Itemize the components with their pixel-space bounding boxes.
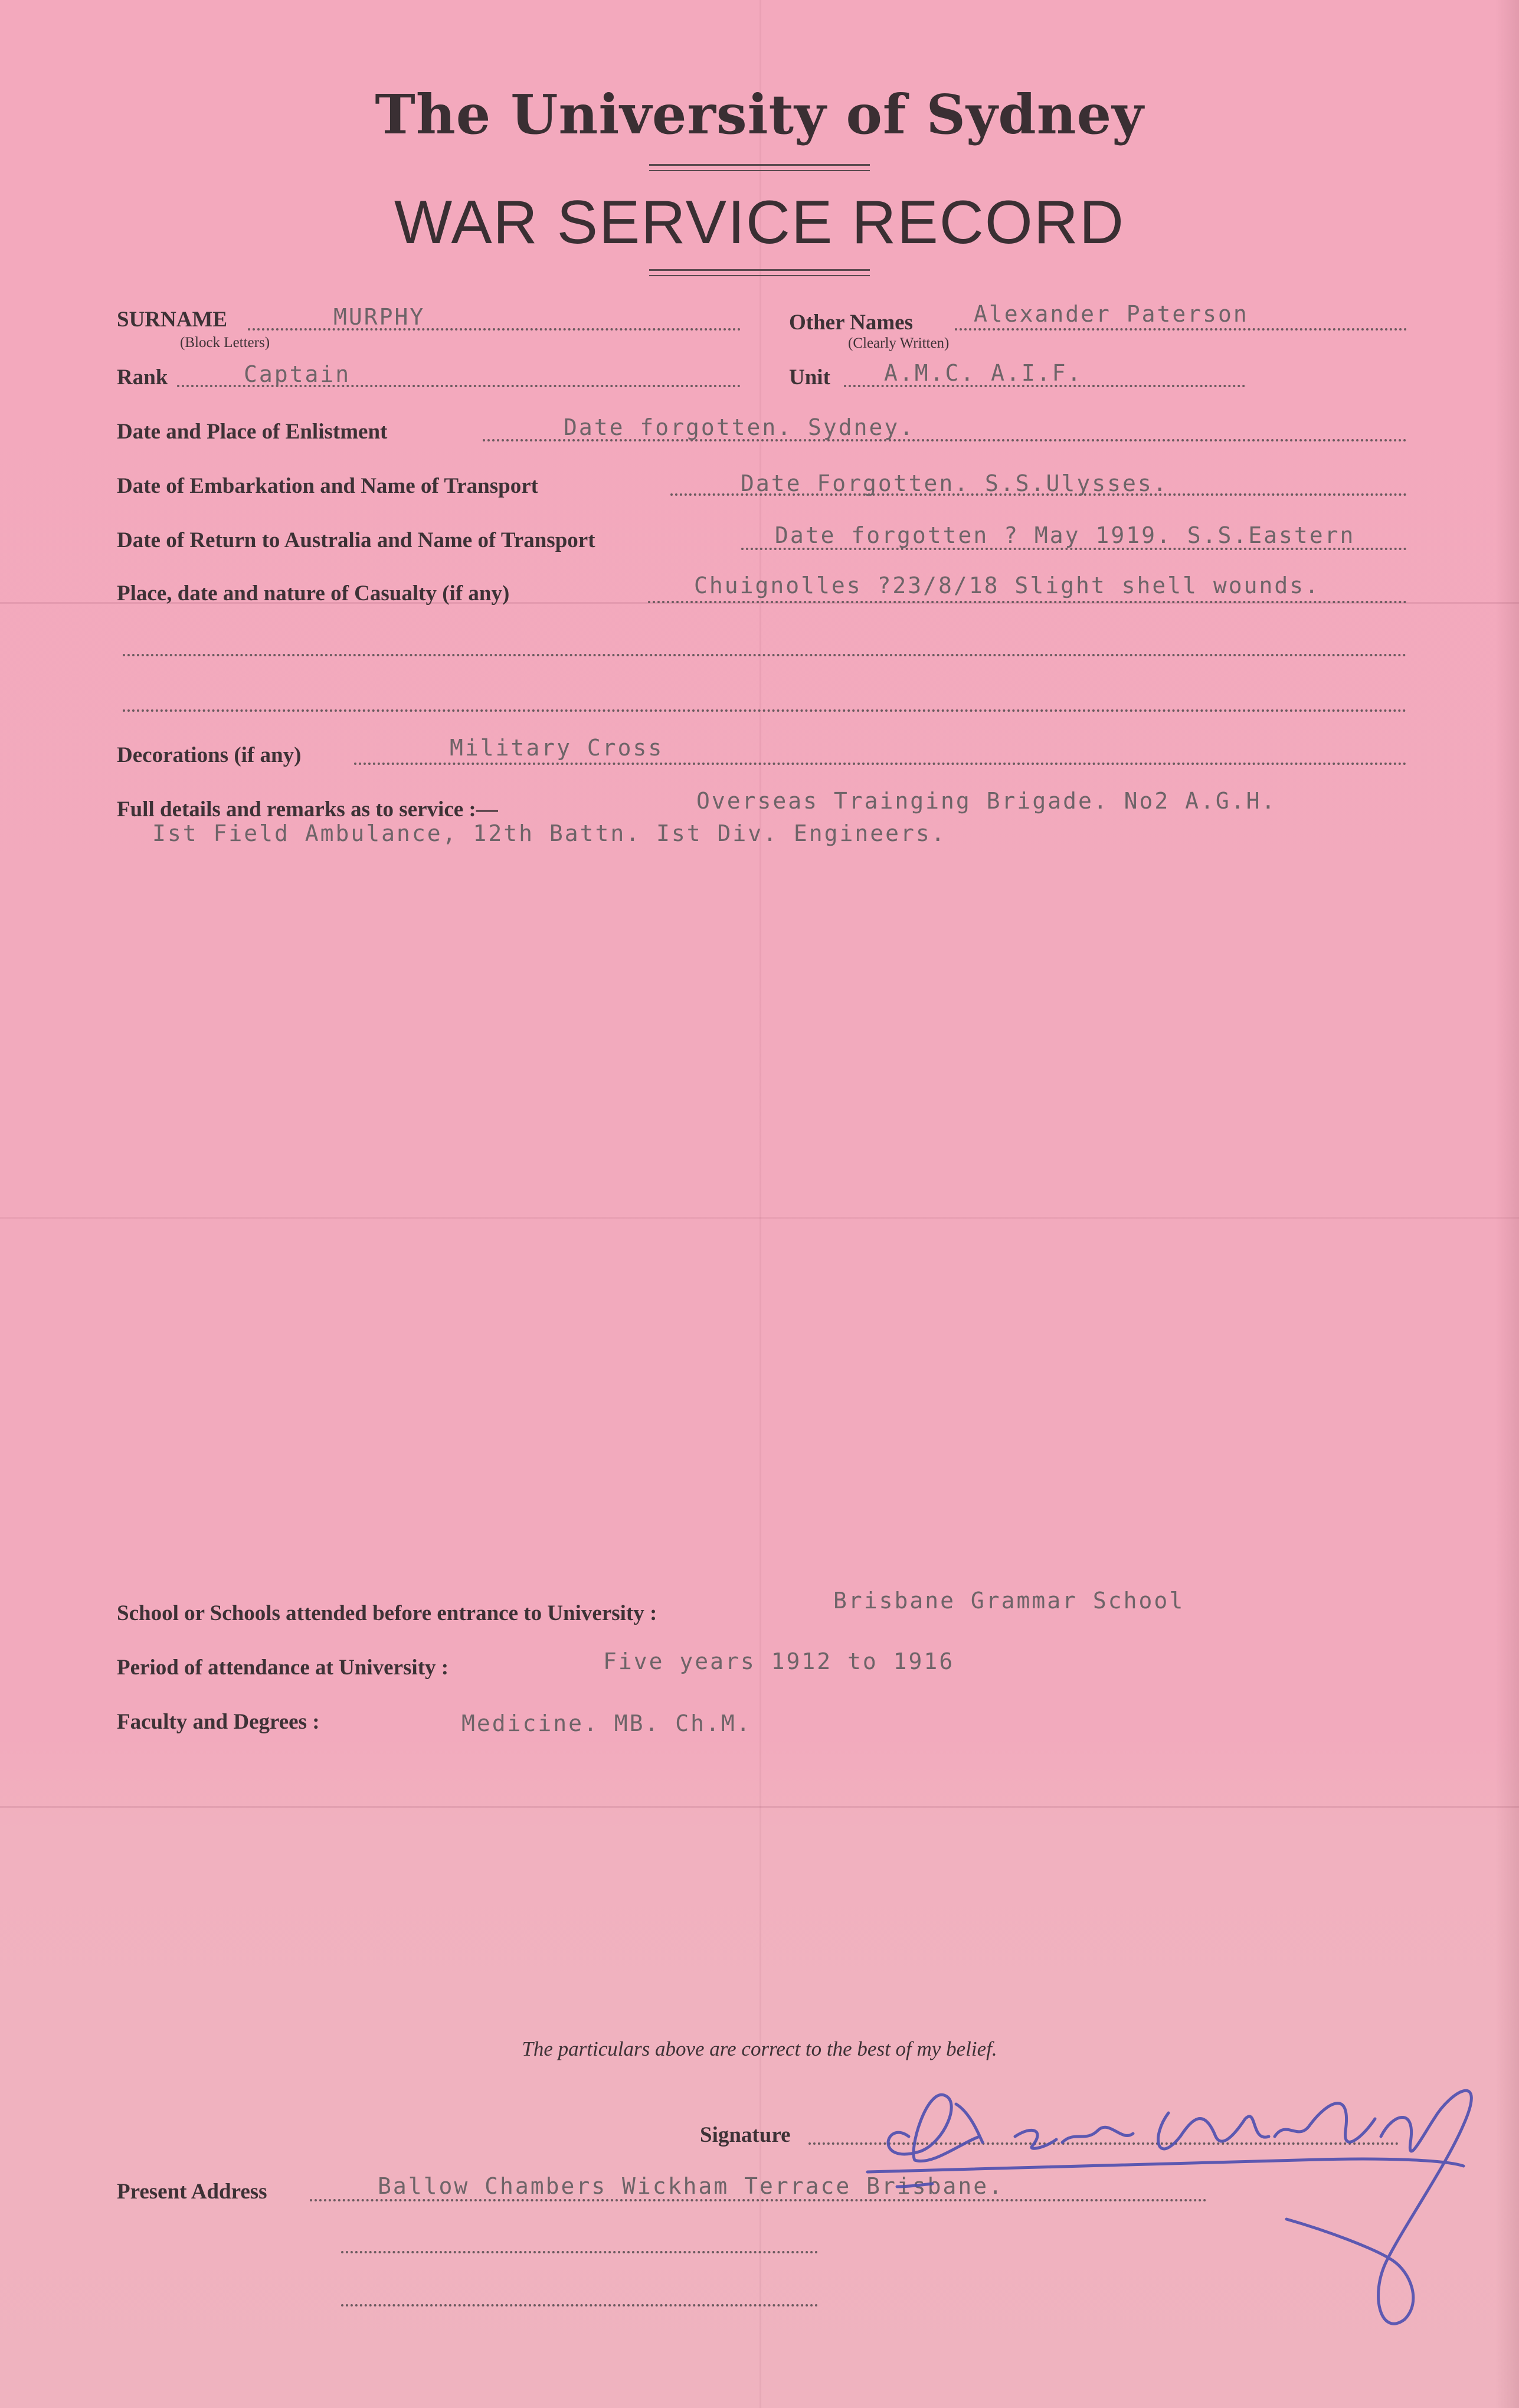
header-rule-bottom-2 (649, 275, 870, 276)
school-value: Brisbane Grammar School (833, 1588, 1185, 1614)
address-value: Ballow Chambers Wickham Terrace Brisbane. (378, 2173, 1004, 2199)
decorations-label: Decorations (if any) (117, 743, 302, 767)
casualty-extra-line-2 (123, 709, 1407, 712)
casualty-dotted-line (648, 601, 1407, 603)
surname-label: SURNAME (117, 307, 228, 332)
document-title: WAR SERVICE RECORD (394, 188, 1125, 257)
casualty-extra-line-1 (123, 654, 1407, 656)
header-rule-bottom (649, 269, 870, 271)
school-label: School or Schools attended before entrance to University : (117, 1601, 657, 1625)
other-names-label: Other Names (789, 310, 913, 335)
unit-label: Unit (789, 365, 830, 390)
unit-value: A.M.C. A.I.F. (884, 360, 1083, 386)
other-names-dotted-line (955, 328, 1407, 331)
other-names-value: Alexander Paterson (974, 301, 1249, 327)
decorations-value: Military Cross (450, 735, 664, 761)
service-label: Full details and remarks as to service :— (117, 797, 498, 822)
service-line-1: Overseas Trainging Brigade. No2 A.G.H. (696, 788, 1277, 814)
header-rule-top-2 (649, 170, 870, 171)
address-label: Present Address (117, 2180, 267, 2204)
handwritten-signature (767, 2048, 1519, 2355)
address-extra-line-2 (341, 2304, 818, 2306)
rank-value: Captain (244, 361, 351, 387)
return-label: Date of Return to Australia and Name of Transport (117, 528, 595, 552)
header-rule-top (649, 164, 870, 166)
other-names-hint: (Clearly Written) (848, 335, 950, 351)
service-line-2: Ist Field Ambulance, 12th Battn. Ist Div. Engineers. (152, 820, 947, 846)
attendance-value: Five years 1912 to 1916 (603, 1648, 955, 1674)
embarkation-value: Date Forgotten. S.S.Ulysses. (741, 470, 1168, 496)
decorations-dotted-line (354, 763, 1407, 765)
embarkation-label: Date of Embarkation and Name of Transport (117, 474, 538, 498)
university-name: The University of Sydney (375, 83, 1144, 146)
return-value: Date forgotten ? May 1919. S.S.Eastern (775, 522, 1356, 548)
enlistment-label: Date and Place of Enlistment (117, 420, 388, 444)
faculty-value: Medicine. MB. Ch.M. (461, 1710, 752, 1736)
signature-label: Signature (700, 2123, 791, 2147)
faculty-label: Faculty and Degrees : (117, 1710, 320, 1734)
enlistment-value: Date forgotten. Sydney. (564, 414, 915, 440)
surname-value: MURPHY (333, 304, 425, 330)
surname-dotted-line (248, 328, 741, 331)
rank-label: Rank (117, 365, 168, 390)
attendance-label: Period of attendance at University : (117, 1656, 449, 1680)
declaration-text: The particulars above are correct to the best of my belief. (522, 2037, 997, 2060)
address-extra-line-1 (341, 2251, 818, 2253)
casualty-value: Chuignolles ?23/8/18 Slight shell wounds. (694, 572, 1320, 598)
surname-hint: (Block Letters) (180, 335, 270, 351)
casualty-label: Place, date and nature of Casualty (if any) (117, 581, 510, 606)
